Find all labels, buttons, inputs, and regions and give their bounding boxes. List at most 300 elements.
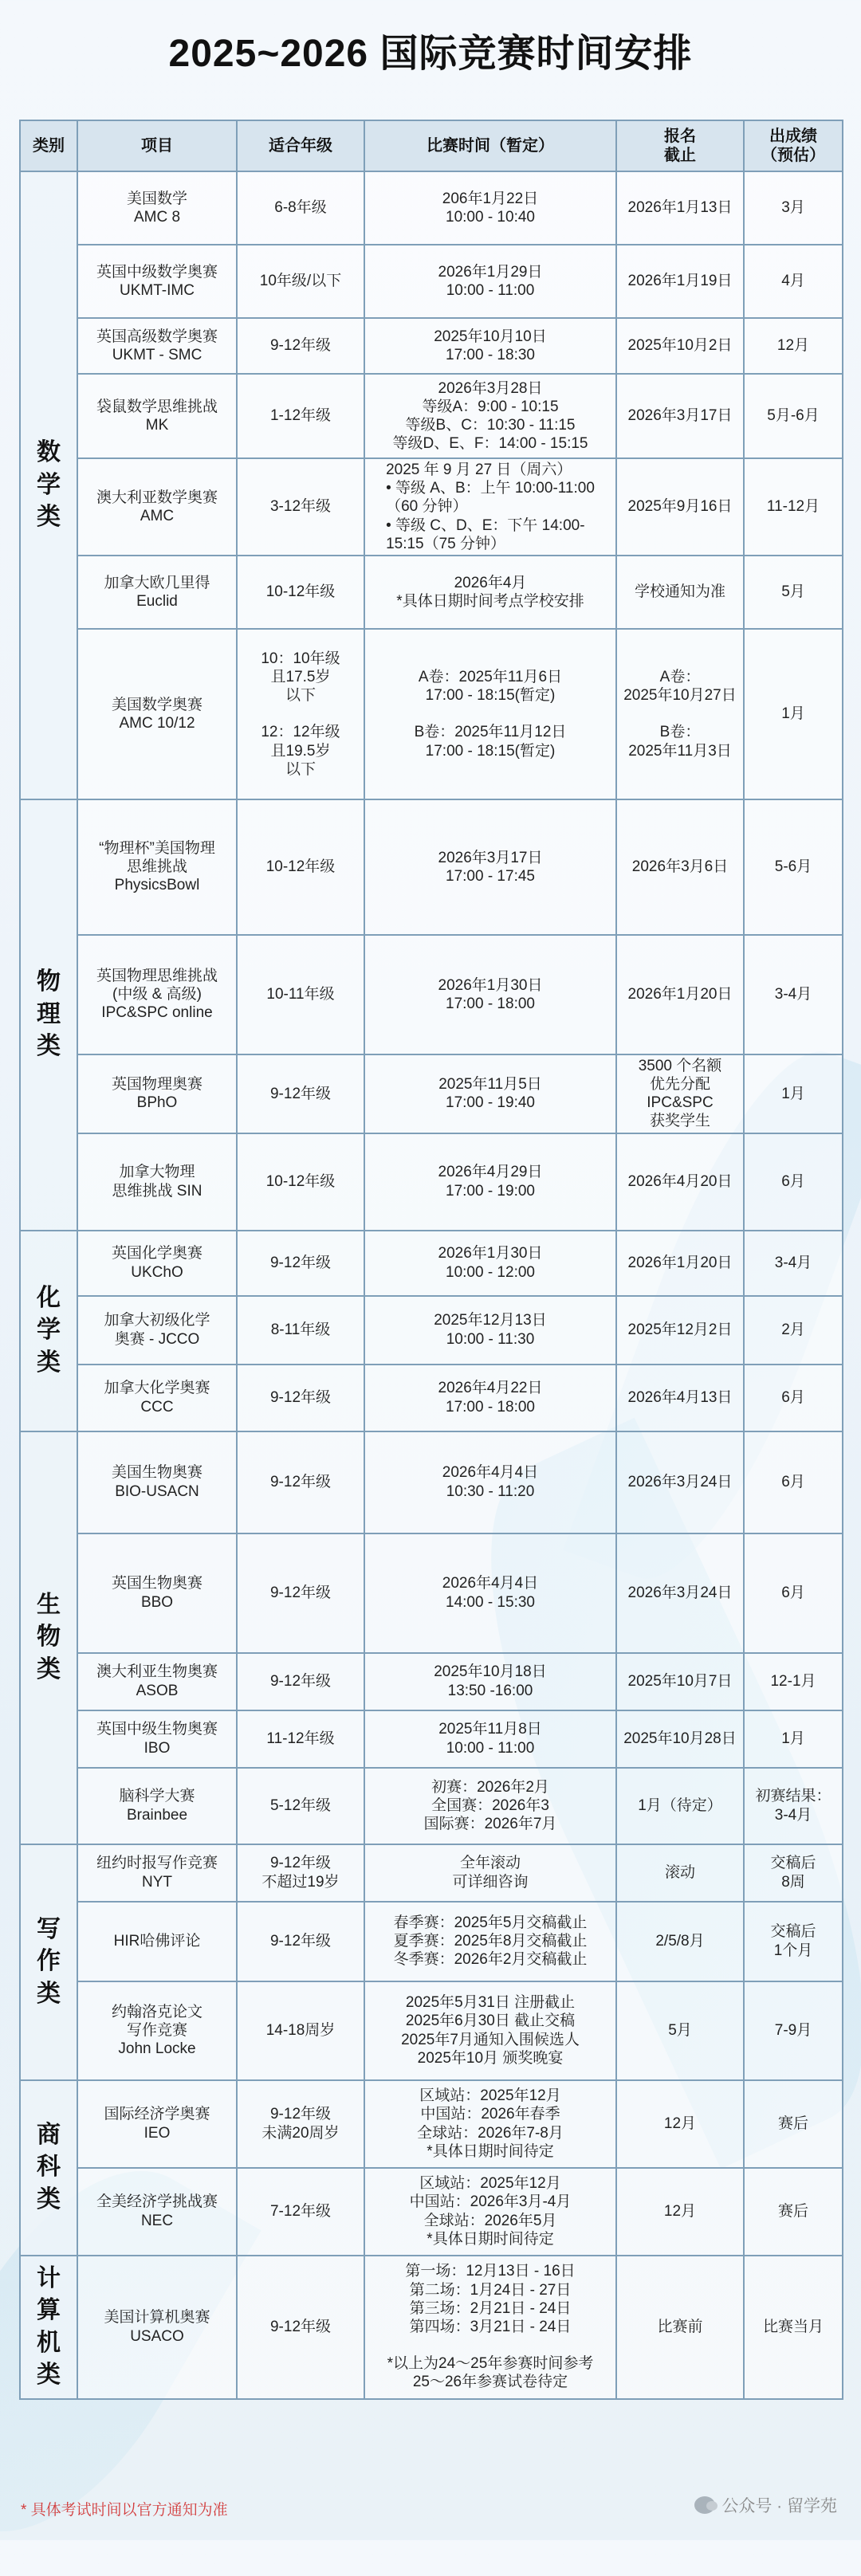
deadline-cell-text: 比赛前 (657, 2318, 703, 2335)
deadline-cell (616, 1844, 744, 1902)
grade-cell (237, 2256, 364, 2399)
result-cell-text: 初赛结果： 3-4月 (755, 1788, 832, 1824)
table-row (20, 1902, 843, 1981)
result-cell-text: 6月 (781, 1473, 805, 1490)
project-cell-text: 英国高级数学奥赛 UKMT - SMC (96, 328, 218, 363)
project-cell (77, 1365, 237, 1431)
time-cell (364, 1902, 616, 1981)
deadline-cell (616, 318, 744, 374)
table-row (20, 1768, 843, 1844)
project-cell-text: 英国中级生物奥赛 IBO (96, 1721, 218, 1757)
grade-cell-text: 10：10年级 且17.5岁 以下 12：12年级 且19.5岁 以下 (261, 650, 340, 778)
table-row (20, 1231, 843, 1296)
project-cell-text: 英国中级数学奥赛 UKMT-IMC (96, 263, 218, 299)
project-cell (77, 1231, 237, 1296)
result-cell (744, 1533, 843, 1653)
result-cell-text: 6月 (781, 1584, 805, 1601)
deadline-cell-text: 12月 (663, 2202, 697, 2220)
deadline-cell-text: 2025年12月2日 (627, 1321, 733, 1338)
table-row (20, 1431, 843, 1533)
category-cell (20, 171, 77, 799)
result-cell (744, 1653, 843, 1710)
grade-cell (237, 1844, 364, 1902)
grade-cell (237, 1653, 364, 1710)
time-cell (364, 1431, 616, 1533)
time-cell (364, 556, 616, 629)
time-cell-text: 初赛：2026年2月 全国赛：2026年3 国际赛：2026年7月 (423, 1778, 557, 1833)
category-char: 学 (37, 1317, 61, 1344)
result-cell (744, 1231, 843, 1296)
grade-cell-text: 9-12年级 (269, 1932, 332, 1950)
time-cell-text: 2025年10月18日 13:50 -16:00 (434, 1663, 547, 1699)
deadline-cell (616, 1133, 744, 1231)
grade-cell-text: 8-11年级 (270, 1321, 331, 1338)
grade-cell (237, 2080, 364, 2168)
project-cell (77, 374, 237, 458)
result-cell (744, 1844, 843, 1902)
result-cell-text: 3-4月 (774, 1254, 812, 1271)
table-row (20, 318, 843, 374)
table-row (20, 1533, 843, 1653)
time-cell-text: 2026年4月4日 14:00 - 15:30 (442, 1575, 539, 1611)
deadline-cell (616, 2168, 744, 2256)
deadline-cell (616, 1054, 744, 1133)
project-cell-text: 美国数学 AMC 8 (126, 190, 187, 226)
grade-cell (237, 1981, 364, 2080)
header-time: 比赛时间（暂定） (364, 120, 616, 171)
time-cell (364, 1768, 616, 1844)
result-cell (744, 2080, 843, 2168)
project-cell-text: 美国计算机奥赛 USACO (104, 2309, 210, 2345)
project-cell-text: 英国物理奥赛 BPhO (111, 1076, 202, 1112)
result-cell (744, 935, 843, 1054)
result-cell-text: 比赛当月 (762, 2318, 824, 2335)
table-row (20, 1133, 843, 1231)
deadline-cell-text: 2025年10月7日 (627, 1672, 733, 1690)
grade-cell (237, 935, 364, 1054)
grade-cell-text: 10-12年级 (265, 583, 336, 601)
header-project: 项目 (77, 120, 237, 171)
deadline-cell-text: 2026年1月20日 (627, 986, 733, 1003)
deadline-cell-text: 2025年10月2日 (627, 337, 733, 355)
time-cell (364, 1231, 616, 1296)
grade-cell (237, 556, 364, 629)
grade-cell-text: 9-12年级 (269, 2318, 332, 2335)
time-cell-text: 2026年4月29日 17:00 - 19:00 (438, 1164, 543, 1200)
table-row (20, 374, 843, 458)
time-cell-text: 春季赛：2025年5月交稿截止 夏季赛：2025年8月交稿截止 冬季赛：2026年2月交稿截止 (393, 1914, 588, 1969)
project-cell (77, 1054, 237, 1133)
deadline-cell (616, 629, 744, 799)
time-cell-text: 2026年1月30日 17:00 - 18:00 (438, 976, 543, 1012)
deadline-cell (616, 1710, 744, 1768)
time-cell (364, 1133, 616, 1231)
project-cell (77, 1431, 237, 1533)
project-cell-text: 国际经济学奥赛 IEO (104, 2106, 210, 2142)
time-cell (364, 245, 616, 318)
deadline-cell (616, 1533, 744, 1653)
category-char: 计 (37, 2264, 61, 2291)
grade-cell (237, 1296, 364, 1365)
grade-cell-text: 11-12年级 (266, 1730, 335, 1747)
time-cell (364, 1054, 616, 1133)
category-char: 理 (37, 1000, 61, 1027)
result-cell (744, 1902, 843, 1981)
header-deadline: 报名 截止 (616, 120, 744, 171)
watermark-text: 公众号 · 留学苑 (721, 2497, 837, 2515)
project-cell (77, 556, 237, 629)
time-cell (364, 1653, 616, 1710)
category-char: 物 (37, 1624, 61, 1651)
table-row (20, 458, 843, 556)
result-cell (744, 1133, 843, 1231)
deadline-cell-text: 2026年3月6日 (631, 858, 729, 876)
project-cell-text: 英国化学奥赛 UKChO (111, 1245, 202, 1281)
time-cell (364, 2080, 616, 2168)
project-cell (77, 1296, 237, 1365)
result-cell (744, 171, 843, 245)
grade-cell (237, 1365, 364, 1431)
deadline-cell (616, 1902, 744, 1981)
category-char: 类 (37, 1655, 61, 1683)
grade-cell-text: 9-12年级 (269, 1254, 332, 1271)
result-cell-text: 4月 (781, 273, 805, 290)
project-cell (77, 629, 237, 799)
time-cell (364, 171, 616, 245)
deadline-cell-text: 1月（待定） (638, 1797, 722, 1814)
time-cell (364, 2168, 616, 2256)
project-cell-text: 英国物理思维挑战 (中级 & 高级) IPC&SPC online (96, 968, 218, 1022)
grade-cell-text: 1-12年级 (269, 407, 332, 425)
category-char: 数 (37, 439, 61, 466)
result-cell (744, 1365, 843, 1431)
competition-schedule-table (19, 120, 843, 2400)
result-cell (744, 2168, 843, 2256)
deadline-cell-text: 2026年4月13日 (627, 1388, 733, 1406)
project-cell-text: 袋鼠数学思维挑战 MK (96, 398, 218, 434)
time-cell (364, 1365, 616, 1431)
grade-cell-text: 9-12年级 未满20周岁 (261, 2106, 340, 2142)
project-cell (77, 2080, 237, 2168)
time-cell-text: 2025年10月10日 17:00 - 18:30 (434, 328, 547, 363)
grade-cell (237, 1902, 364, 1981)
time-cell-text: 2025年12月13日 10:00 - 11:30 (434, 1312, 547, 1348)
result-cell-text: 11-12月 (766, 498, 820, 516)
deadline-cell-text: 3500 个名额 优先分配IPC&SPC 获奖学生 (638, 1057, 722, 1130)
result-cell-text: 1月 (781, 1730, 805, 1747)
project-cell-text: 英国生物奥赛 BBO (111, 1575, 202, 1611)
project-cell-text: 美国生物奥赛 BIO-USACN (111, 1464, 202, 1500)
time-cell (364, 935, 616, 1054)
deadline-cell-text: A卷： 2025年10月27日 B卷： 2025年11月3日 (623, 668, 737, 760)
grade-cell-text: 9-12年级 (269, 337, 332, 355)
project-cell (77, 245, 237, 318)
deadline-cell (616, 1981, 744, 2080)
wechat-icon (694, 2496, 715, 2514)
result-cell (744, 1710, 843, 1768)
project-cell (77, 2168, 237, 2256)
category-cell (20, 1231, 77, 1431)
time-cell (364, 1710, 616, 1768)
project-cell (77, 1710, 237, 1768)
time-cell-text: 2026年3月17日 17:00 - 17:45 (438, 849, 543, 885)
category-char: 商 (37, 2121, 61, 2148)
result-cell (744, 374, 843, 458)
category-char: 类 (37, 2185, 61, 2213)
result-cell-text: 5-6月 (774, 858, 812, 876)
project-cell-text: 澳大利亚数学奥赛 AMC (96, 489, 218, 524)
table-row (20, 1653, 843, 1710)
project-cell (77, 799, 237, 935)
page-title: 2025~2026 国际竞赛时间安排 (168, 33, 693, 75)
project-cell-text: 纽约时报写作竞赛 NYT (96, 1855, 218, 1891)
result-cell (744, 458, 843, 556)
result-cell-text: 赛后 (777, 2202, 808, 2220)
table-row (20, 1365, 843, 1431)
result-cell-text: 2月 (781, 1321, 805, 1338)
grade-cell-text: 10年级/以下 (259, 273, 342, 290)
time-cell-text: 2025年11月5日 17:00 - 19:40 (438, 1076, 542, 1112)
table-row (20, 1710, 843, 1768)
result-cell-text: 赛后 (777, 2115, 808, 2132)
result-cell (744, 2256, 843, 2399)
time-cell-text: 206年1月22日 10:00 - 10:40 (442, 190, 539, 226)
result-cell-text: 5月 (781, 583, 805, 601)
deadline-cell (616, 374, 744, 458)
deadline-cell (616, 1768, 744, 1844)
category-cell (20, 2256, 77, 2399)
deadline-cell-text: 滚动 (664, 1863, 695, 1881)
project-cell-text: 约翰洛克论文 写作竞赛 John Locke (111, 2003, 202, 2058)
category-char: 生 (37, 1591, 61, 1618)
category-cell (20, 2080, 77, 2256)
result-cell-text: 1月 (781, 705, 805, 723)
result-cell (744, 556, 843, 629)
category-char: 物 (37, 968, 61, 995)
result-cell (744, 1054, 843, 1133)
header-category: 类别 (20, 120, 77, 171)
result-cell (744, 318, 843, 374)
grade-cell-text: 9-12年级 (269, 1584, 332, 1601)
category-char: 类 (37, 2362, 61, 2389)
table-header-row (20, 120, 843, 171)
result-cell-text: 12月 (776, 337, 810, 355)
time-cell (364, 799, 616, 935)
time-cell-text: 2025年11月8日 10:00 - 11:00 (438, 1721, 542, 1757)
deadline-cell-text: 12月 (663, 2115, 697, 2132)
grade-cell (237, 1431, 364, 1533)
result-cell (744, 1431, 843, 1533)
time-cell-text: 全年滚动 可详细咨询 (452, 1855, 529, 1891)
time-cell-text: 2026年4月22日 17:00 - 18:00 (438, 1380, 543, 1416)
category-char: 类 (37, 504, 61, 531)
time-cell (364, 1981, 616, 2080)
grade-cell-text: 9-12年级 (269, 1388, 332, 1406)
result-cell-text: 交稿后 8周 (770, 1855, 816, 1891)
table-row (20, 1981, 843, 2080)
category-char: 科 (37, 2154, 61, 2181)
result-cell-text: 5月-6月 (767, 407, 820, 425)
table-row (20, 2080, 843, 2168)
project-cell-text: 加拿大初级化学 奥赛 - JCCO (104, 1312, 210, 1348)
table-row (20, 1296, 843, 1365)
deadline-cell (616, 1296, 744, 1365)
grade-cell-text: 9-12年级 (269, 1473, 332, 1490)
table-row (20, 2256, 843, 2399)
grade-cell (237, 629, 364, 799)
grade-cell-text: 10-11年级 (266, 986, 335, 1003)
result-cell-text: 6月 (781, 1172, 805, 1190)
grade-cell-text: 7-12年级 (269, 2202, 332, 2220)
category-char: 算 (37, 2297, 61, 2324)
deadline-cell-text: 2026年1月20日 (627, 1254, 733, 1271)
time-cell-text: 2025 年 9 月 27 日（周六） • 等级 A、B：上午 10:00-11:00 （60 分钟） • 等级 C、D、E：下午 14:00- 15:15（75 分钟） (386, 461, 595, 552)
table-row (20, 2168, 843, 2256)
category-char: 机 (37, 2329, 61, 2356)
grade-cell-text: 5-12年级 (269, 1797, 332, 1814)
deadline-cell (616, 171, 744, 245)
deadline-cell (616, 245, 744, 318)
grade-cell-text: 9-12年级 不超过19岁 (261, 1855, 340, 1891)
grade-cell (237, 1710, 364, 1768)
deadline-cell-text: 2026年3月24日 (627, 1473, 733, 1490)
result-cell-text: 1月 (781, 1085, 805, 1102)
grade-cell (237, 1231, 364, 1296)
deadline-cell-text: 2025年9月16日 (627, 498, 733, 516)
watermark (694, 2493, 837, 2517)
time-cell (364, 629, 616, 799)
grade-cell-text: 3-12年级 (269, 498, 332, 516)
category-char: 学 (37, 471, 61, 498)
deadline-cell (616, 935, 744, 1054)
project-cell (77, 1844, 237, 1902)
grade-cell (237, 458, 364, 556)
time-cell-text: 2026年4月 *具体日期时间考点学校安排 (396, 574, 584, 610)
deadline-cell-text: 2025年10月28日 (623, 1730, 737, 1747)
deadline-cell-text: 5月 (668, 2021, 692, 2039)
deadline-cell-text: 2026年3月24日 (627, 1584, 733, 1601)
project-cell (77, 1981, 237, 2080)
project-cell (77, 1768, 237, 1844)
category-char: 类 (37, 1349, 61, 1376)
grade-cell-text: 10-12年级 (265, 858, 336, 876)
result-cell (744, 629, 843, 799)
table-row (20, 799, 843, 935)
time-cell-text: 2026年1月30日 10:00 - 12:00 (438, 1245, 543, 1281)
grade-cell-text: 6-8年级 (274, 199, 327, 217)
time-cell-text: 区域站：2025年12月 中国站：2026年春季 全球站：2026年7-8月 *具体日期时间待定 (417, 2087, 564, 2160)
category-char: 类 (37, 1980, 61, 2007)
time-cell (364, 1533, 616, 1653)
result-cell (744, 245, 843, 318)
time-cell (364, 1844, 616, 1902)
project-cell (77, 318, 237, 374)
deadline-cell (616, 556, 744, 629)
grade-cell-text: 9-12年级 (269, 1085, 332, 1102)
project-cell (77, 1902, 237, 1981)
category-cell (20, 1431, 77, 1844)
category-char: 类 (37, 1033, 61, 1060)
result-cell-text: 交稿后 1个月 (770, 1923, 816, 1959)
project-cell (77, 171, 237, 245)
deadline-cell-text: 学校通知为准 (634, 583, 725, 601)
result-cell-text: 3-4月 (774, 986, 812, 1003)
time-cell-text: 2025年5月31日 注册截止 2025年6月30日 截止交稿 2025年7月通知入围候选人 2025年10月 颁奖晚宴 (401, 1994, 580, 2067)
table-row (20, 556, 843, 629)
table-row (20, 245, 843, 318)
project-cell (77, 1133, 237, 1231)
result-cell-text: 3月 (781, 199, 805, 217)
header-result: 出成绩 （预估） (744, 120, 843, 171)
footer-note: * 具体考试时间以官方通知为准 (21, 2502, 228, 2519)
grade-cell-text: 10-12年级 (265, 1172, 336, 1190)
project-cell-text: 加拿大化学奥赛 CCC (104, 1380, 210, 1416)
project-cell-text: “物理杯”美国物理 思维挑战 PhysicsBowl (99, 840, 215, 894)
result-cell (744, 799, 843, 935)
project-cell-text: 澳大利亚生物奥赛 ASOB (96, 1663, 218, 1699)
time-cell-text: 第一场：12月13日 - 16日 第二场：1月24日 - 27日 第三场：2月21日 - 24日 第四场：3月21日 - 24日 *以上为24～25年参赛时间参考 25～26年参赛试卷待定 (387, 2263, 594, 2391)
grade-cell (237, 799, 364, 935)
category-char: 写 (37, 1915, 61, 1942)
grade-cell (237, 318, 364, 374)
deadline-cell (616, 1653, 744, 1710)
table-row (20, 629, 843, 799)
deadline-cell-text: 2026年4月20日 (627, 1172, 733, 1190)
grade-cell (237, 245, 364, 318)
time-cell-text: 区域站：2025年12月 中国站：2026年3月-4月 全球站：2026年5月 *具体日期时间待定 (409, 2175, 572, 2248)
project-cell (77, 458, 237, 556)
time-cell (364, 2256, 616, 2399)
grade-cell (237, 171, 364, 245)
result-cell (744, 1768, 843, 1844)
project-cell-text: 脑科学大赛 Brainbee (119, 1788, 195, 1824)
table-row (20, 171, 843, 245)
project-cell-text: 加拿大欧几里得 Euclid (104, 574, 210, 610)
result-cell (744, 1981, 843, 2080)
project-cell (77, 2256, 237, 2399)
grade-cell (237, 374, 364, 458)
category-char: 化 (37, 1284, 61, 1311)
deadline-cell-text: 2026年3月17日 (627, 407, 733, 425)
result-cell-text: 7-9月 (774, 2021, 812, 2039)
deadline-cell-text: 2026年1月13日 (627, 199, 733, 217)
category-cell (20, 799, 77, 1231)
time-cell-text: 2026年3月28日 等级A：9:00 - 10:15 等级B、C：10:30 - 11:15 等级D、E、F：14:00 - 15:15 (392, 379, 588, 453)
deadline-cell (616, 458, 744, 556)
result-cell (744, 1296, 843, 1365)
project-cell (77, 935, 237, 1054)
time-cell-text: A卷：2025年11月6日 17:00 - 18:15(暂定) B卷：2025年11月12日 17:00 - 18:15(暂定) (414, 668, 567, 760)
grade-cell (237, 2168, 364, 2256)
deadline-cell (616, 1431, 744, 1533)
time-cell (364, 374, 616, 458)
time-cell (364, 1296, 616, 1365)
category-char: 作 (37, 1948, 61, 1975)
table-row (20, 1054, 843, 1133)
project-cell-text: 美国数学奥赛 AMC 10/12 (111, 696, 202, 732)
deadline-cell (616, 2080, 744, 2168)
project-cell-text: HIR哈佛评论 (113, 1932, 201, 1950)
time-cell-text: 2026年4月4日 10:30 - 11:20 (442, 1464, 539, 1500)
deadline-cell-text: 2/5/8月 (655, 1932, 705, 1950)
deadline-cell (616, 799, 744, 935)
project-cell (77, 1653, 237, 1710)
table-row (20, 935, 843, 1054)
time-cell (364, 318, 616, 374)
grade-cell-text: 14-18周岁 (265, 2021, 336, 2039)
deadline-cell (616, 2256, 744, 2399)
grade-cell-text: 9-12年级 (269, 1672, 332, 1690)
